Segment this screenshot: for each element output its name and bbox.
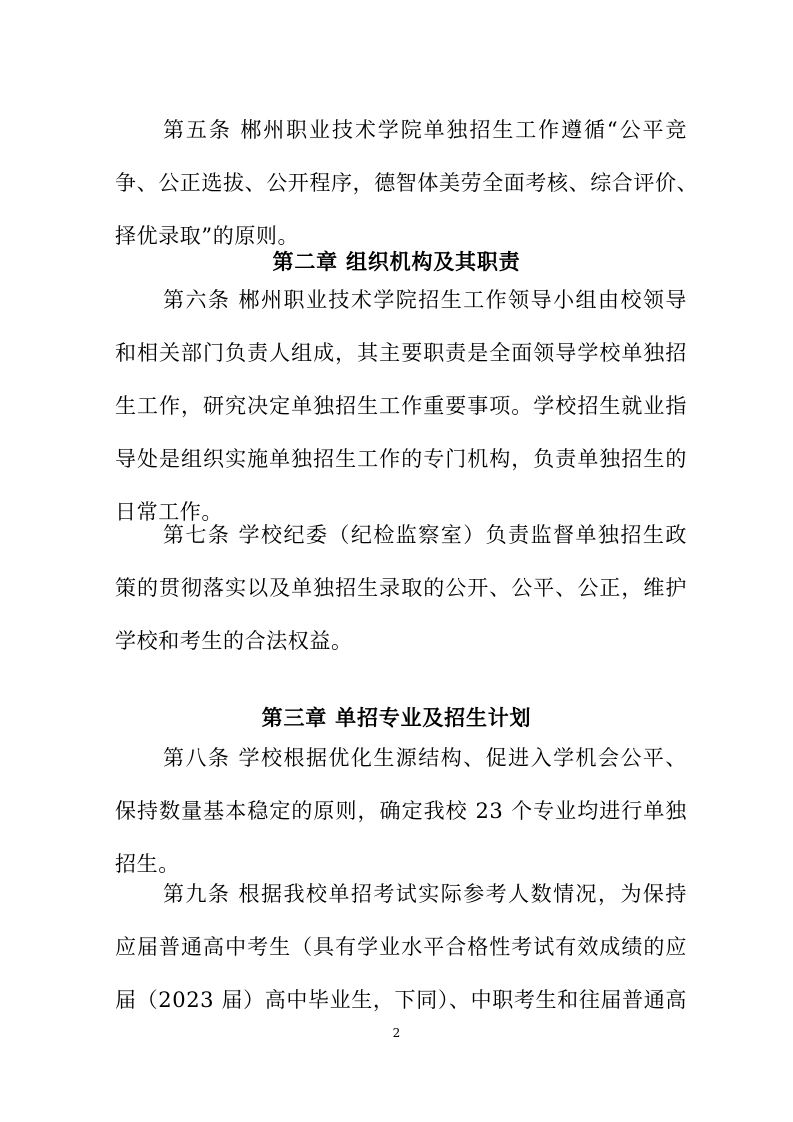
paragraph-line: 第六条 郴州职业技术学院招生工作领导小组由校领导 — [163, 288, 687, 312]
paragraph-line: 和相关部门负责人组成，其主要职责是全面领导学校单独招 — [115, 341, 687, 365]
paragraph-line: 择优录取”的原则。 — [115, 224, 300, 248]
article-6-paragraph — [115, 274, 687, 539]
chapter-2-heading: 第二章 组织机构及其职责 — [272, 250, 521, 274]
paragraph-line: 策的贯彻落实以及单独招生录取的公开、公平、公正，维护 — [115, 576, 687, 600]
article-5-paragraph — [115, 104, 699, 263]
paragraph-line: 第七条 学校纪委（纪检监察室）负责监督单独招生政 — [163, 523, 687, 547]
paragraph-line: 导处是组织实施单独招生工作的专门机构，负责单独招生的 — [115, 447, 687, 471]
paragraph-line: 保持数量基本稳定的原则，确定我校 23 个专业均进行单独 — [115, 799, 687, 823]
article-7-paragraph — [115, 509, 687, 668]
paragraph-line: 争、公正选拔、公开程序，德智体美劳全面考核、综合评价、 — [115, 171, 699, 195]
paragraph-line: 届（2023 届）高中毕业生，下同）、中职考生和往届普通高 — [115, 988, 687, 1012]
page-number: 2 — [392, 1026, 401, 1040]
paragraph-line: 应届普通高中考生（具有学业水平合格性考试有效成绩的应 — [115, 935, 687, 959]
paragraph-line: 第五条 郴州职业技术学院单独招生工作遵循“公平竞 — [163, 118, 687, 142]
paragraph-line: 日常工作。 — [115, 500, 223, 524]
paragraph-line: 第九条 根据我校单招考试实际参考人数情况，为保持 — [163, 882, 687, 906]
article-9-paragraph — [115, 868, 687, 1027]
paragraph-line: 学校和考生的合法权益。 — [115, 629, 353, 653]
chapter-3-heading: 第三章 单招专业及招生计划 — [261, 706, 532, 730]
paragraph-line: 招生。 — [115, 852, 180, 876]
paragraph-line: 生工作，研究决定单独招生工作重要事项。学校招生就业指 — [115, 394, 687, 418]
paragraph-line: 第八条 学校根据优化生源结构、促进入学机会公平、 — [163, 746, 687, 770]
